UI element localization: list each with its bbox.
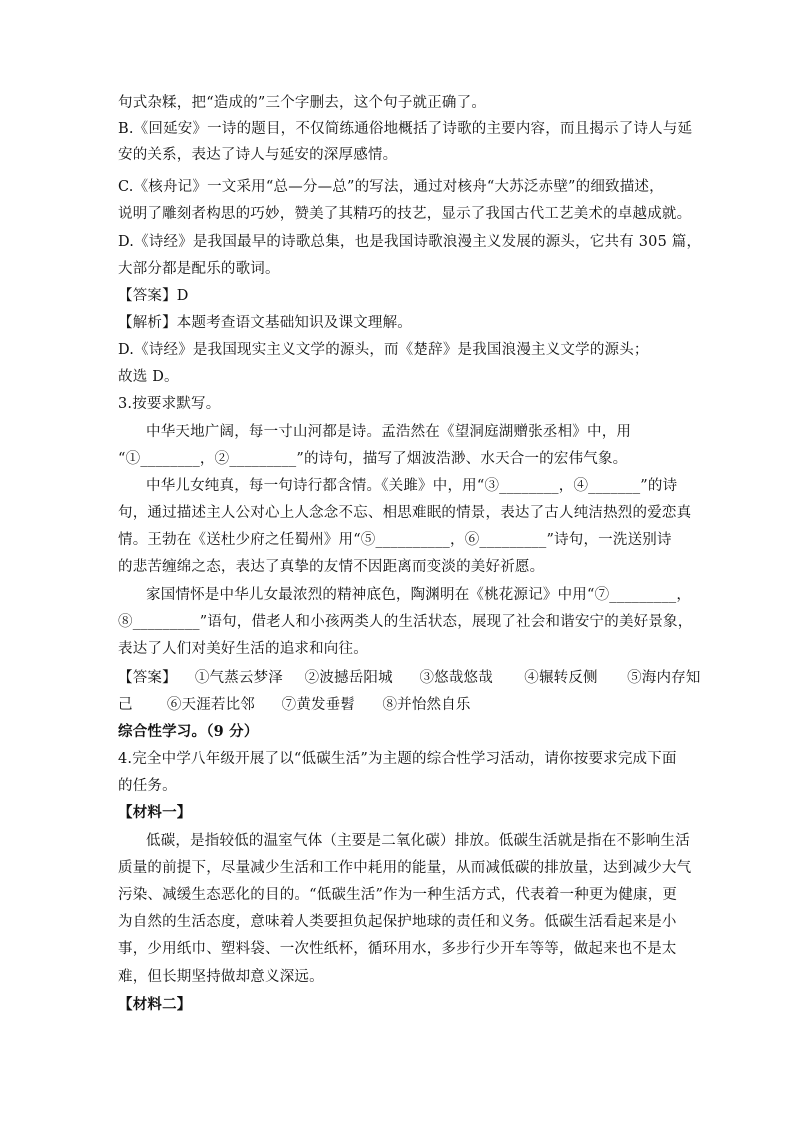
answer-item: ①气蒸云梦泽: [194, 670, 284, 686]
material-1-line: 污染、减缓生态恶化的目的。“低碳生活”作为一种生活方式，代表着一种更为健康，更: [118, 887, 678, 903]
answer-item: ⑧并怡然自乐: [382, 697, 471, 713]
text-line: 家国情怀是中华儿女最浓烈的精神底色，陶渊明在《桃花源记》中用“⑦_________，: [146, 587, 692, 603]
text-line: 情。王勃在《送杜少府之任蜀州》用“⑤__________，⑥_________”诗句，一洗送别诗: [118, 532, 672, 548]
answer-item: ⑥天涯若比邻: [166, 697, 256, 713]
answer-item: ③悠哉悠哉: [419, 670, 493, 686]
option-b: B.《回延安》一诗的题目，不仅简练通俗地概括了诗歌的主要内容，而且揭示了诗人与延: [118, 121, 693, 137]
text-line: 故选 D。: [118, 369, 179, 385]
answer-item: ②波撼岳阳城: [304, 670, 393, 686]
material-1-title: 【材料一】: [118, 804, 192, 821]
material-1-line: 质量的前提下，尽量减少生活和工作中耗用的能量，从而减低碳的排放量，达到减少大气: [118, 860, 692, 876]
answer-item: ④辗转反侧: [524, 670, 598, 686]
text-line: “①________，②_________”的诗句，描写了烟波浩渺、水天合一的宏伟气象。: [118, 451, 628, 467]
material-2-title: 【材料二】: [118, 996, 192, 1013]
text-line: D.《诗经》是我国现实主义文学的源头，而《楚辞》是我国浪漫主义文学的源头；: [118, 342, 649, 358]
option-d: D.《诗经》是我国最早的诗歌总集，也是我国诗歌浪漫主义发展的源头，它共有 305 篇，: [118, 234, 702, 250]
answer-3-line1: [118, 668, 701, 688]
text-line: 大部分都是配乐的歌词。: [118, 261, 280, 277]
material-1-line: 难，但长期坚持做却意义深远。: [118, 969, 324, 985]
question-3-title: 3.按要求默写。: [118, 396, 221, 412]
answer-label: 【答案】: [118, 670, 177, 686]
text-line: 中华天地广阔，每一寸山河都是诗。孟浩然在《望洞庭湖赠张丞相》中，用: [146, 424, 632, 440]
text-line: 表达了人们对美好生活的追求和向往。: [118, 641, 368, 657]
text-line: 说明了雕刻者构思的巧妙，赞美了其精巧的技艺，显示了我国古代工艺美术的卓越成就。: [118, 206, 692, 222]
answer-item: 己: [118, 697, 133, 713]
material-1-line: 低碳，是指较低的温室气体（主要是二氧化碳）排放。低碳生活就是指在不影响生活: [146, 833, 690, 849]
section-title: 综合性学习。（9 分）: [118, 723, 259, 740]
material-1-line: 为自然的生活态度，意味着人类要担负起保护地球的责任和义务。低碳生活看起来是小: [118, 914, 677, 930]
text-line: 的任务。: [118, 778, 177, 794]
text-line: ⑧_________”语句，借老人和小孩两类人的生活状态，展现了社会和谐安宁的美好景象，: [118, 614, 693, 630]
text-line: 中华儿女纯真，每一句诗行都含情。《关雎》中，用“③________，④_______”的诗: [146, 478, 678, 494]
question-4: 4.完全中学八年级开展了以“低碳生活”为主题的综合性学习活动，请你按要求完成下面: [118, 751, 677, 767]
text-line: 句，通过描述主人公对心上人念念不忘、相思难眠的情景，表达了古人纯洁热烈的爱恋真: [118, 505, 692, 521]
text-line: 的悲苦缠绵之态，表达了真挚的友情不因距离而变淡的美好祈愿。: [118, 559, 545, 575]
answer-item: ⑦黄发垂髫: [281, 697, 356, 713]
text-line: 句式杂糅，把“造成的”三个字删去，这个句子就正确了。: [118, 95, 487, 111]
answer-3-line2: [118, 695, 471, 715]
material-1-line: 事，少用纸巾、塑料袋、一次性纸杯，循环用水，多步行少开车等等，做起来也不是太: [118, 941, 677, 957]
answer-item: ⑤海内存知: [627, 670, 701, 686]
text-line: 安的关系，表达了诗人与延安的深厚感情。: [118, 147, 398, 163]
answer-2: 【答案】D: [118, 288, 189, 304]
option-c: C.《核舟记》一文采用“总—分—总”的写法，通过对核舟“大苏泛赤壁”的细致描述，: [118, 179, 664, 195]
analysis-2: 【解析】本题考查语文基础知识及课文理解。: [118, 315, 412, 331]
